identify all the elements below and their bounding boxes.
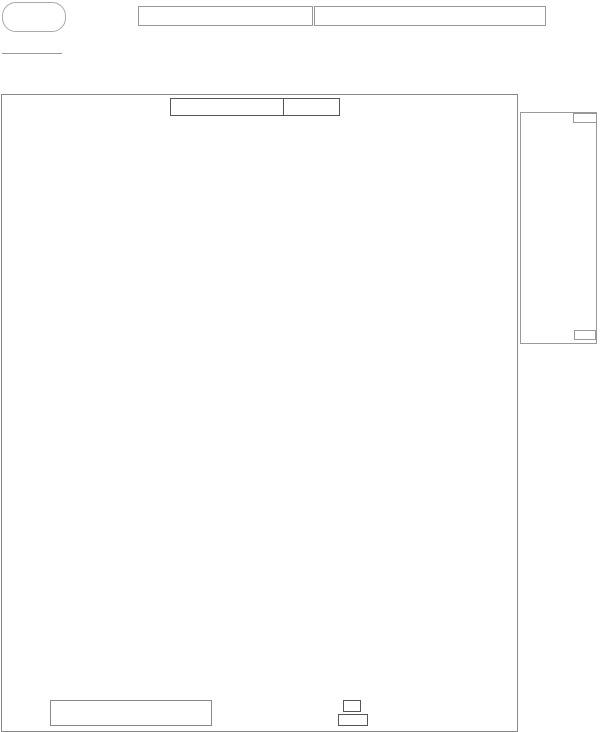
summary-total [574,330,596,340]
rhe-table [488,40,518,50]
summary-panel [520,112,597,344]
scorecard-team [283,99,337,115]
game-result [314,6,546,26]
scorecard-title [170,98,340,116]
prodouts-label [338,714,368,726]
linescore-table [2,42,62,54]
game-notes-field[interactable] [50,700,212,726]
logo [2,2,66,32]
scorecard-panel [1,94,518,732]
prodouts-value [343,700,361,712]
summary-team [573,113,597,123]
game-header [138,6,313,26]
linescore-team-header [2,42,62,53]
